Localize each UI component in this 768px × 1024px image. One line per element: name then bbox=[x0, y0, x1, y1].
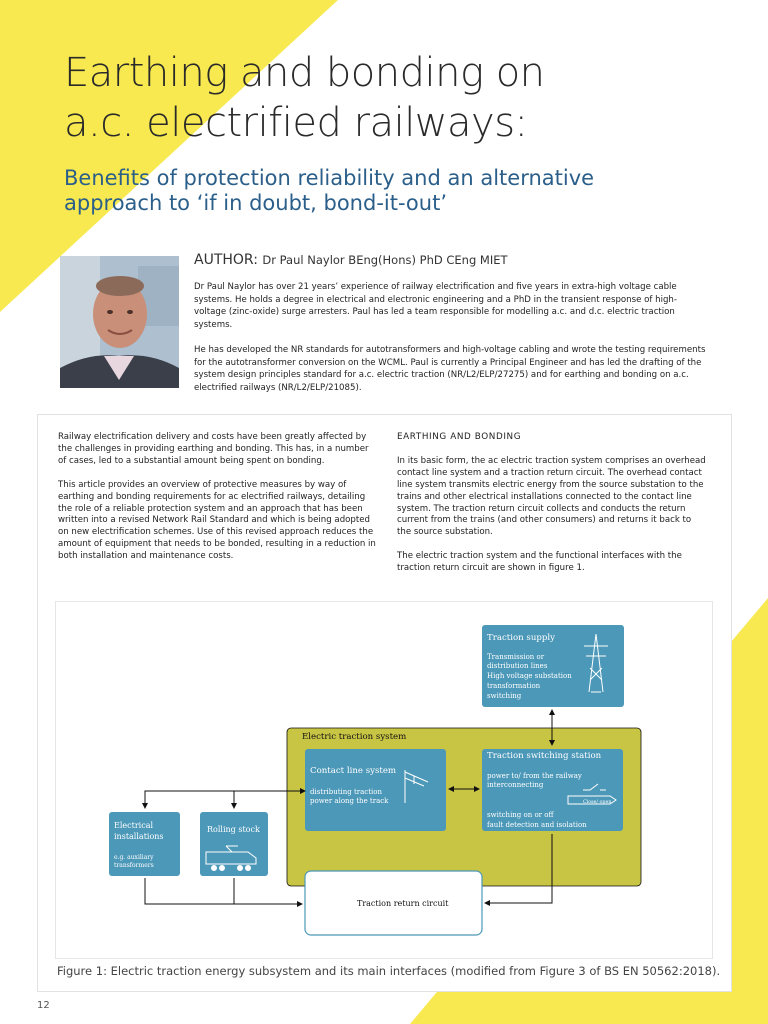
contact-line-title: Contact line system bbox=[310, 766, 397, 776]
traction-supply-title: Traction supply bbox=[487, 633, 555, 643]
switching-station-title: Traction switching station bbox=[487, 751, 602, 761]
author-name: Dr Paul Naylor BEng(Hons) PhD CEng MIET bbox=[262, 253, 508, 267]
switching-station-line: power to/ from the railway bbox=[487, 772, 582, 780]
electrical-installations-title: Electrical bbox=[114, 821, 154, 830]
electrical-installations-sub: transformers bbox=[114, 862, 154, 869]
traction-supply-line: Transmission or bbox=[487, 653, 545, 661]
traction-supply-line: High voltage substation bbox=[487, 672, 572, 680]
body-paragraph: This article provides an overview of protective measures by way of earthing and bonding requirements for ac electrified railways, detailing the role of a reliable protection system and an approach that has been written into a revised Network Rail Standard and which is being adopted on new electrification schemes. Use of this revised approach reduces the amount of equipment that needs to be bonded, resulting in a reduction in both installation and maintenance costs. bbox=[58, 479, 376, 562]
switching-station-line: interconnecting bbox=[487, 781, 544, 789]
rolling-stock-title: Rolling stock bbox=[207, 825, 260, 834]
body-paragraph: In its basic form, the ac electric traction system comprises an overhead contact line system and a traction return circuit. The overhead contact line system transmits electric energy from the source substation to the trains and other electrical installations connected to the contact line system. The traction return circuit collects and conducts the return current from the trains (and other consumers) and returns it back to the source substation. bbox=[397, 455, 706, 538]
section-heading: EARTHING AND BONDING bbox=[397, 432, 522, 442]
switch-label: Close/ open bbox=[583, 800, 612, 805]
figure-caption: Figure 1: Electric traction energy subsystem and its main interfaces (modified from Figure 3 of BS EN 50562:2018). bbox=[57, 964, 721, 978]
bio-paragraph: He has developed the NR standards for autotransformers and high-voltage cabling and wrote the testing requirements for the autotransformer conversion on the WCML. Paul is currently a Principal Engineer and has led the drafting of the system design principles standard for a.c. electric traction (NR/L2/ELP/27275) and for earthing and bonding on a.c. electrified railways (NR/L2/ELP/21085). bbox=[194, 345, 706, 393]
contact-line-line: power along the track bbox=[310, 797, 389, 805]
switching-station-line: fault detection and isolation bbox=[487, 821, 587, 829]
switching-station-line: switching on or off bbox=[487, 811, 554, 819]
bio-paragraph: Dr Paul Naylor has over 21 years’ experience of railway electrification and five years in extra-high voltage cable systems. He holds a degree in electrical and electronic engineering and a PhD in the transient response of high-voltage (zinc-oxide) surge arresters. Paul has led a team responsible for modelling a.c. and d.c. electric traction systems. bbox=[194, 282, 677, 330]
contact-line-line: distributing traction bbox=[310, 788, 382, 796]
electric-traction-system-title: Electric traction system bbox=[302, 732, 407, 742]
title-line-1: Earthing and bonding on bbox=[64, 50, 545, 96]
traction-supply-line: distribution lines bbox=[487, 662, 548, 670]
page-number: 12 bbox=[37, 1000, 50, 1011]
rolling-stock-box bbox=[200, 812, 268, 876]
subtitle-line-1: Benefits of protection reliability and an alternative bbox=[64, 166, 595, 190]
traction-supply-line: switching bbox=[487, 692, 522, 700]
body-paragraph: The electric traction system and the functional interfaces with the traction return circuit are shown in figure 1. bbox=[397, 551, 682, 574]
electrical-installations-sub: e.g. auxiliary bbox=[114, 854, 154, 861]
subtitle-line-2: approach to ‘if in doubt, bond-it-out’ bbox=[64, 191, 448, 215]
electrical-installations-title: installations bbox=[114, 832, 164, 841]
title-line-2: a.c. electrified railways: bbox=[64, 100, 528, 146]
return-circuit-title: Traction return circuit bbox=[357, 899, 449, 908]
body-paragraph: Railway electrification delivery and costs have been greatly affected by the challenges in providing earthing and bonding. This has, in a number of cases, led to a substantial amount being spent on bonding. bbox=[58, 432, 369, 466]
traction-supply-line: transformation bbox=[487, 682, 541, 690]
author-label: AUTHOR: bbox=[194, 252, 258, 268]
